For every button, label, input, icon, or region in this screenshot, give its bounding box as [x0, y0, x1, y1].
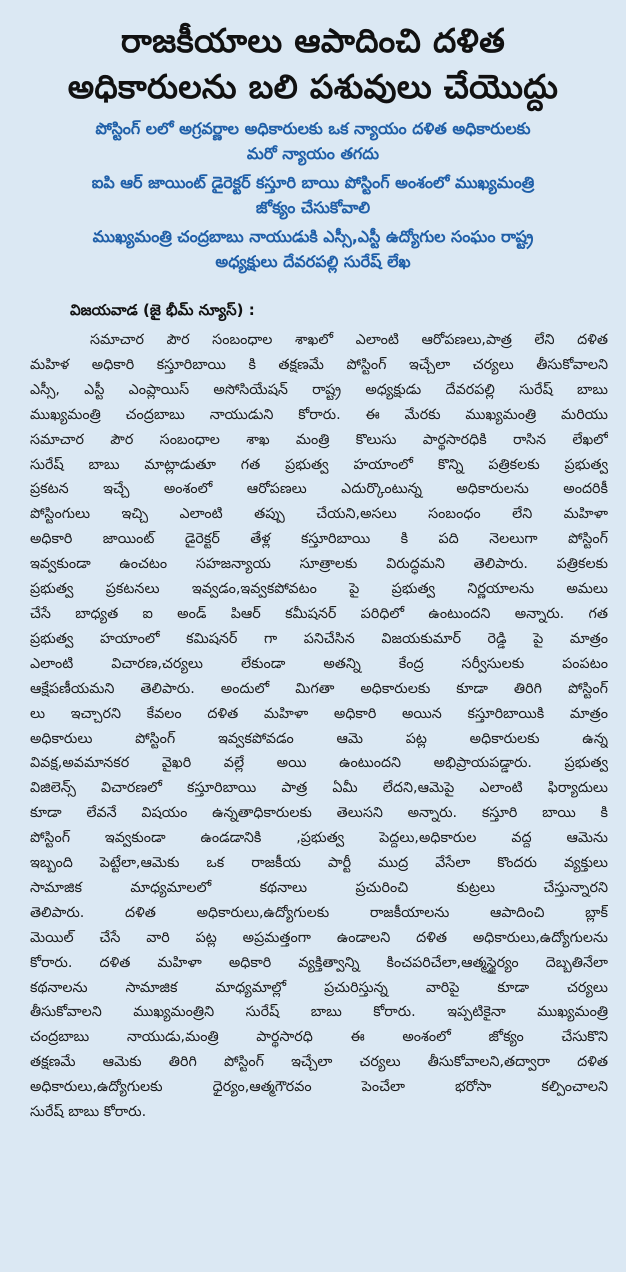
article-line: సమాచార పౌర సంబంధాల శాఖలో ఎలాంటి ఆరోపణలు,పాత్ర లేని దళిత [90, 332, 608, 348]
article-line: తక్షణమే ఆమెకు తిరిగి పోస్టింగ్ ఇచ్చేలా చర్యలు తీసుకోవాలని,తద్వారా దళిత [30, 1054, 608, 1071]
article-line: ప్రభుత్వ ప్రకటనలు ఇవ్వడం,ఇవ్వకపోవటం పై ప్రభుత్వ నిర్ణయాలను అమలు [30, 581, 608, 598]
article-line: మెయిల్ చేసే వారి పట్ల అప్రమత్తంగా ఉండాలని దళిత అధికారులు,ఉద్యోగులను [30, 929, 608, 946]
article-line: తెలిపారు. దళిత అధికారులు,ఉద్యోగులకు రాజకీయాలను ఆపాదించి బ్లాక్ [30, 904, 608, 921]
article-line: చేసే బాధ్యత ఐ అండ్ పిఆర్ కమీషనర్ పరిధిలో ఉంటుందని అన్నారు. గత [30, 605, 608, 622]
article-line: విజిలెన్స్ విచారణలో కస్తూరిబాయి పాత్ర ఏమీ లేదని,ఆమెపై ఎలాంటి ఫిర్యాదులు [30, 780, 608, 797]
article-line: ఇబ్బంది పెట్టేలా,ఆమెకు ఒక రాజకీయ పార్టీ ముద్ర వేసేలా కొందరు వ్యక్తులు [30, 855, 608, 872]
subheadline-line: మరో న్యాయం తగదు [246, 144, 380, 163]
article-body [14, 328, 612, 1125]
article-line: చంద్రబాబు నాయుడు,మంత్రి పార్థసారధి ఈ అంశంలో జోక్యం చేసుకొని [30, 1029, 608, 1046]
article-line: లు ఇచ్చారని కేవలం దళిత మహిళా అధికారి అయిన కస్తూరిబాయికి మాత్రం [30, 705, 608, 722]
article-line: సురేష్ బాబు మాట్లాడుతూ గత ప్రభుత్వ హయాంలో కొన్ని పత్రికలకు ప్రభుత్వ [30, 456, 608, 473]
article-line: తీసుకోవాలని ముఖ్యమంత్రిని సురేష్ బాబు కోరారు. ఇప్పటికైనా ముఖ్యమంత్రి [30, 1004, 608, 1021]
article-line: అధికారులు పోస్టింగ్ ఇవ్వకపోవడం ఆమె పట్ల అధికారులకు ఉన్న [30, 730, 608, 747]
article-line: ప్రభుత్వ హయాంలో కమిషనర్ గా పనిచేసిన విజయకుమార్ రెడ్డి పై మాత్రం [30, 630, 608, 647]
subheadline-line: అధ్యక్షులు దేవరపల్లి సురేష్ లేఖ [215, 252, 411, 271]
article-line: ముఖ్యమంత్రి చంద్రబాబు నాయుడుని కోరారు. ఈ మేరకు ముఖ్యమంత్రి మరియు [30, 406, 608, 423]
dateline: విజయవాడ (జై భీమ్ న్యూస్) : [70, 301, 255, 319]
article-line: సామాజిక మాధ్యమాలలో కథనాలు ప్రచురించి కుట్రలు చేస్తున్నారని [30, 879, 608, 896]
article-line: వివక్ష,అవమానకర వైఖరి వల్లే అయి ఉంటుందని అభిప్రాయపడ్డారు. ప్రభుత్వ [30, 755, 608, 772]
article-line: అధికారి జాయింట్ డైరెక్టర్ తేళ్ల కస్తూరిబాయి కి పది నెలలుగా పోస్టింగ్ [30, 531, 608, 548]
headline-line: అధికారులను బలి పశువులు చేయొద్దు [67, 67, 559, 106]
article-line: సురేష్ బాబు కోరారు. [30, 1104, 147, 1121]
article-line: అధికారులు,ఉద్యోగులకు ధైర్యం,ఆత్మగౌరవం పెంచేలా భరోసా కల్పించాలని [30, 1079, 608, 1096]
article-line: కోరారు. దళిత మహిళా అధికారి వ్యక్తిత్వాన్ని కించపరిచేలా,ఆత్మస్థైర్యం దెబ్బతినేలా [30, 954, 608, 971]
article-line: కూడా లేవనే విషయం ఉన్నతాధికారులకు తెలుసని అన్నారు. కస్తూరి బాయి కి [30, 805, 608, 822]
subheadline-line: ఐపి ఆర్ జాయింట్ డైరెక్టర్ కస్తూరి బాయి పోస్టింగ్ అంశంలో ముఖ్యమంత్రి [91, 173, 535, 192]
headline [14, 18, 612, 110]
article-line: ప్రకటన ఇచ్చే అంశంలో ఆరోపణలు ఎదుర్కొంటున్న అధికారులను అందరికీ [30, 481, 608, 498]
subheadline [14, 224, 612, 274]
subheadline-line: ముఖ్యమంత్రి చంద్రబాబు నాయుడుకి ఎస్సీ,ఎస్టీ ఉద్యోగుల సంఘం రాష్ట్ర [92, 227, 534, 246]
subheadline-line: జోక్యం చేసుకోవాలి [255, 198, 371, 217]
article-line: సమాచార పౌర సంబంధాల శాఖ మంత్రి కొలుసు పార్థసారధికి రాసిన లేఖలో [30, 431, 608, 448]
article-line: పోస్టింగ్ ఇవ్వకుండా ఉండడానికి ,ప్రభుత్వ పెద్దలు,అధికారుల వద్ద ఆమెను [30, 830, 608, 847]
headline-line: రాజకీయాలు ఆపాదించి దళిత [120, 21, 506, 60]
article-line: ఇవ్వకుండా ఉంచటం సహజన్యాయ సూత్రాలకు విరుద్ధమని తెలిపారు. పత్రికలకు [30, 556, 608, 573]
article-line: మహిళ అధికారి కస్తూరిబాయి కి తక్షణమే పోస్టింగ్ ఇచ్చేలా చర్యలు తీసుకోవాలని [30, 356, 608, 373]
article-line: ఎలాంటి విచారణ,చర్యలు లేకుండా అతన్ని కేంద్ర సర్వీసులకు పంపటం [30, 655, 608, 672]
subheadline [14, 116, 612, 166]
subheadline-line: పోస్టింగ్ లలో అగ్రవర్ణాల అధికారులకు ఒక న్యాయం దళిత అధికారులకు [95, 119, 531, 138]
subheadline [14, 170, 612, 220]
subheadlines [14, 116, 612, 274]
article-line: పోస్టింగులు ఇచ్చి ఎలాంటి తప్పు చేయని,అసలు సంబంధం లేని మహిళా [30, 506, 608, 523]
article-line: ఆక్షేపణీయమని తెలిపారు. అందులో మిగతా అధికారులకు కూడా తిరిగి పోస్టింగ్ [30, 680, 608, 697]
article-line: కథనాలను సామాజిక మాధ్యమాల్లో ప్రచురిస్తున్న వారిపై కూడా చర్యలు [30, 979, 608, 996]
article-line: ఎస్సీ, ఎస్టీ ఎంప్లాయిస్ అసోసియేషన్ రాష్ట్ర అధ్యక్షుడు దేవరపల్లి సురేష్ బాబు [30, 381, 608, 398]
